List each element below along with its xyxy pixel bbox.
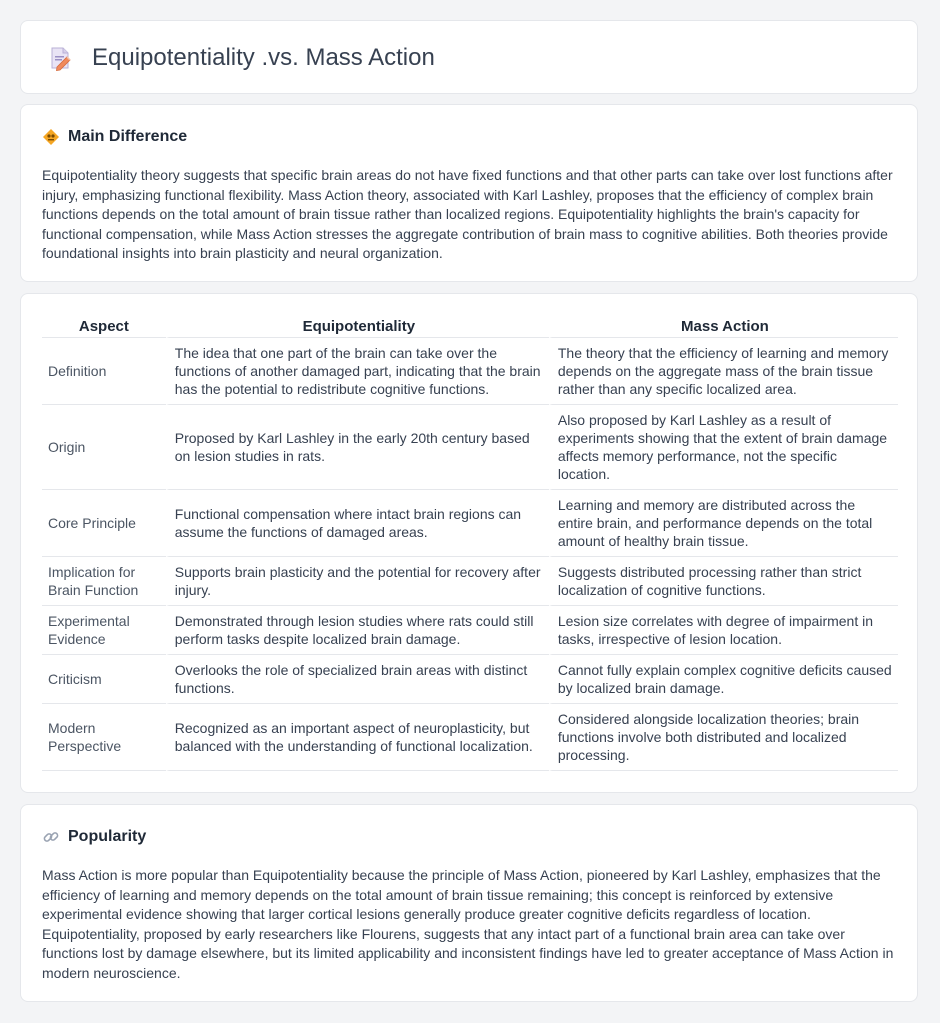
aspect-cell: Modern Perspective bbox=[42, 704, 166, 771]
main-difference-card bbox=[20, 104, 918, 282]
page-title: Equipotentiality .vs. Mass Action bbox=[92, 44, 435, 71]
mass-action-cell: The theory that the efficiency of learning and memory depends on the aggregate mass of the brain tissue rather than any specific localized area. bbox=[549, 338, 898, 405]
main-difference-title: Main Difference bbox=[68, 128, 188, 145]
equipotentiality-cell: Recognized as an important aspect of neuroplasticity, but balanced with the understanding of functional localization. bbox=[166, 704, 549, 771]
aspect-cell: Core Principle bbox=[42, 490, 166, 557]
document-edit-icon bbox=[47, 45, 73, 71]
table-row bbox=[42, 655, 898, 704]
mass-action-cell: Learning and memory are distributed across the entire brain, and performance depends on the total amount of healthy brain tissue. bbox=[549, 490, 898, 557]
header-card bbox=[20, 20, 918, 94]
mass-action-cell: Considered alongside localization theories; brain functions involve both distributed and localized processing. bbox=[549, 704, 898, 771]
table-row bbox=[42, 606, 898, 655]
equipotentiality-cell: Functional compensation where intact brain regions can assume the functions of damaged areas. bbox=[166, 490, 549, 557]
link-icon bbox=[42, 828, 60, 846]
table-row bbox=[42, 490, 898, 557]
header-aspect: Aspect bbox=[42, 314, 166, 338]
popularity-heading bbox=[42, 828, 146, 846]
equipotentiality-cell: Supports brain plasticity and the potential for recovery after injury. bbox=[166, 557, 549, 606]
aspect-cell: Criticism bbox=[42, 655, 166, 704]
brain-icon bbox=[42, 128, 60, 146]
popularity-text: Mass Action is more popular than Equipotentiality because the principle of Mass Action, pioneered by Karl Lashley, emphasizes that the efficiency of learning and memory depends on the total amount of brain tissue remaining; this concept is reinforced by extensive experimental evidence showing that larger cortical lesions generally produce greater cognitive deficits regardless of location. Equipotentiality, proposed by early researchers like Flourens, suggests that any intact part of a functional brain area can take over functions lost by damage elsewhere, but its limited applicability and inconsistent findings have led to greater acceptance of Mass Action in modern neuroscience. bbox=[42, 867, 894, 981]
comparison-table bbox=[42, 314, 898, 771]
equipotentiality-cell: Proposed by Karl Lashley in the early 20th century based on lesion studies in rats. bbox=[166, 405, 549, 490]
table-row bbox=[42, 557, 898, 606]
mass-action-cell: Suggests distributed processing rather than strict localization of cognitive functions. bbox=[549, 557, 898, 606]
main-difference-heading bbox=[42, 128, 187, 146]
table-row bbox=[42, 338, 898, 405]
table-row bbox=[42, 405, 898, 490]
popularity-title: Popularity bbox=[68, 828, 147, 845]
mass-action-cell: Also proposed by Karl Lashley as a result of experiments showing that the extent of brain damage affects memory performance, not the specific location. bbox=[549, 405, 898, 490]
aspect-cell: Definition bbox=[42, 338, 166, 405]
header-mass-action: Mass Action bbox=[549, 314, 898, 338]
mass-action-cell: Lesion size correlates with degree of impairment in tasks, irrespective of lesion location. bbox=[549, 606, 898, 655]
equipotentiality-cell: Demonstrated through lesion studies where rats could still perform tasks despite localized brain damage. bbox=[166, 606, 549, 655]
table-header-row bbox=[42, 314, 898, 338]
popularity-card bbox=[20, 804, 918, 1002]
aspect-cell: Experimental Evidence bbox=[42, 606, 166, 655]
comparison-table-card bbox=[20, 293, 918, 793]
header-equipotentiality: Equipotentiality bbox=[166, 314, 549, 338]
equipotentiality-cell: The idea that one part of the brain can take over the functions of another damaged part, indicating that the brain has the potential to redistribute cognitive functions. bbox=[166, 338, 549, 405]
main-difference-text: Equipotentiality theory suggests that specific brain areas do not have fixed functions and that other parts can take over lost functions after injury, emphasizing functional flexibility. Mass Action theory, associated with Karl Lashley, proposes that the efficiency of complex brain functions depends on the total amount of brain tissue rather than localized regions. Equipotentiality highlights the brain's capacity for functional compensation, while Mass Action stresses the aggregate contribution of brain mass to cognitive abilities. Both theories provide foundational insights into brain plasticity and neural organization. bbox=[42, 167, 893, 261]
aspect-cell: Origin bbox=[42, 405, 166, 490]
equipotentiality-cell: Overlooks the role of specialized brain areas with distinct functions. bbox=[166, 655, 549, 704]
table-row bbox=[42, 704, 898, 771]
aspect-cell: Implication for Brain Function bbox=[42, 557, 166, 606]
mass-action-cell: Cannot fully explain complex cognitive deficits caused by localized brain damage. bbox=[549, 655, 898, 704]
